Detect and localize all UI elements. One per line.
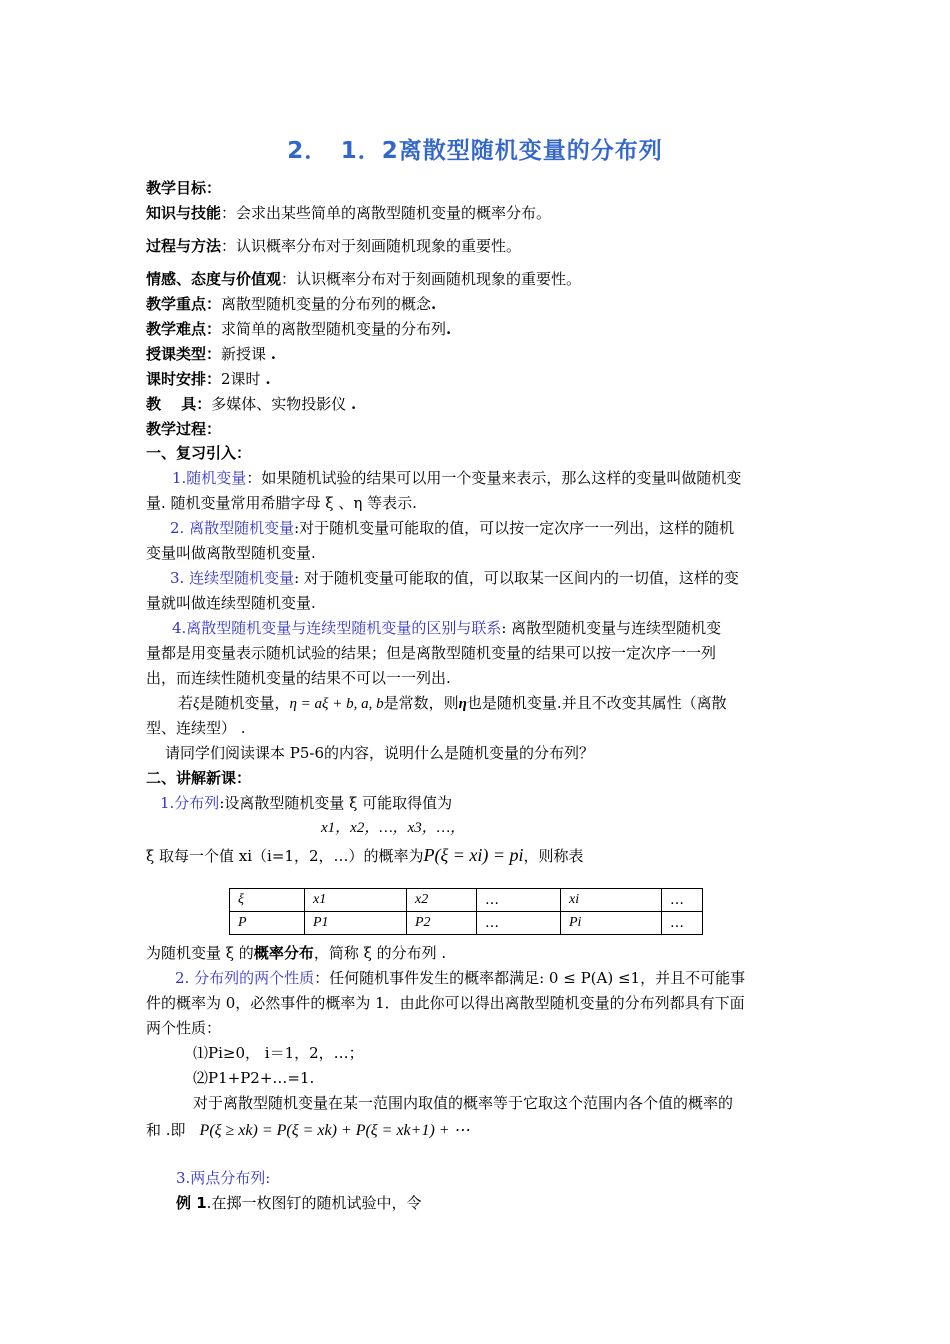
objectives-header: 教学目标： <box>146 179 222 197</box>
knowledge-label: 知识与技能 <box>146 204 222 222</box>
table-cell: … <box>662 912 703 935</box>
distribution-label: 1.分布列 <box>160 794 220 812</box>
table-cell: P2 <box>407 912 477 935</box>
emotion-text: ：认识概率分布对于刻画随机现象的重要性。 <box>281 270 582 288</box>
focus-line: 教学重点：离散型随机变量的分布列的概念. <box>146 295 437 313</box>
review-header: 一、复习引入： <box>146 444 252 462</box>
review-item-1-line2: 量. 随机变量常用希腊字母 ξ 、η 等表示. <box>146 494 417 512</box>
two-point-distribution-label: 3.两点分布列: <box>176 1169 271 1187</box>
properties-line1: 2. 分布列的两个性质：任何随机事件发生的概率都满足: 0 ≤ P(A) ≤1，并且不可能事 <box>175 969 746 987</box>
emotion-label: 情感、态度与价值观 <box>146 270 282 288</box>
properties-line2: 件的概率为 0，必然事件的概率为 1．由此你可以得出离散型随机变量的分布列都具有下面 <box>146 994 745 1012</box>
knowledge-text: ：会求出某些简单的离散型随机变量的概率分布。 <box>221 204 552 222</box>
properties-label: 2. 分布列的两个性质 <box>175 969 315 987</box>
tools-line: 教 具：多媒体、实物投影仪 . <box>146 395 357 413</box>
type-line: 授课类型：新授课 . <box>146 345 277 363</box>
type-label: 授课类型： <box>146 345 222 363</box>
sum-formula: P(ξ ≥ xk) = P(ξ = xk) + P(ξ = xk+1) + ⋯ <box>199 1122 470 1139</box>
sum-line1: 对于离散型随机变量在某一范围内取值的概率等于它取这个范围内各个值的概率的 <box>193 1094 734 1112</box>
table-row <box>230 889 703 912</box>
process-line <box>146 236 521 256</box>
difficulty-line: 教学难点：求简单的离散型随机变量的分布列. <box>146 320 452 338</box>
table-cell: … <box>662 889 703 912</box>
review-item-4-line2: 量都是用变量表示随机试验的结果；但是离散型随机变量的结果可以按一定次序一一列 <box>146 644 717 662</box>
type-text: 新授课 <box>221 345 271 363</box>
review-item-3-line1: 3. 连续型随机变量: 对于随机变量可能取的值，可以取某一区间内的一切值，这样的变 <box>170 569 739 587</box>
table-cell: Pi <box>561 912 662 935</box>
focus-text: 离散型随机变量的分布列的概念 <box>221 295 432 313</box>
distinction-label: 4.离散型随机变量与连续型随机变量的区别与联系 <box>172 619 502 637</box>
probability-distribution-term: 概率分布 <box>253 944 314 962</box>
after-table-line: 为随机变量 ξ 的概率分布，简称 ξ 的分布列 . <box>146 944 447 962</box>
distribution-table <box>229 888 703 935</box>
xi-symbol: ξ <box>193 696 200 712</box>
hours-text: 2课时 <box>221 370 266 388</box>
review-item-3-line2: 量就叫做连续型随机变量. <box>146 594 316 612</box>
new-lesson-header: 二、讲解新课： <box>146 769 252 787</box>
review-item-6: 请同学们阅读课本 P5-6的内容，说明什么是随机变量的分布列？ <box>165 744 595 762</box>
linear-formula: η = aξ + b, a, b <box>289 696 384 712</box>
emotion-line <box>146 269 581 289</box>
review-item-2-line2: 变量叫做离散型随机变量. <box>146 544 316 562</box>
review-item-1-line1: 1.随机变量：如果随机试验的结果可以用一个变量来表示，那么这样的变量叫做随机变 <box>172 469 742 487</box>
table-row <box>230 912 703 935</box>
table-cell: P <box>230 912 305 935</box>
probability-formula: P(ξ = xi) = pi <box>423 845 524 865</box>
table-cell: ξ <box>230 889 305 912</box>
eta-symbol: η <box>458 696 467 712</box>
review-item-4-line1: 4.离散型随机变量与连续型随机变量的区别与联系: 离散型随机变量与连续型随机变 <box>172 619 722 637</box>
continuous-variable-label: 3. 连续型随机变量 <box>170 569 295 587</box>
teaching-process-header: 教学过程： <box>146 420 222 438</box>
sum-line2: 和 .即 P(ξ ≥ xk) = P(ξ = xk) + P(ξ = xk+1) + ⋯ <box>146 1121 470 1139</box>
distribution-def-line: 1.分布列:设离散型随机变量 ξ 可能取得值为 <box>160 794 453 812</box>
table-cell: x1 <box>305 889 407 912</box>
table-cell: P1 <box>305 912 407 935</box>
property-1: ⑴Pi≥0， i＝1，2，…； <box>193 1044 364 1062</box>
table-cell: … <box>477 912 561 935</box>
random-variable-label: 1.随机变量 <box>172 469 247 487</box>
focus-label: 教学重点： <box>146 295 222 313</box>
table-cell: x2 <box>407 889 477 912</box>
property-2: ⑵P1+P2+…=1. <box>193 1069 315 1087</box>
discrete-variable-label: 2. 离散型随机变量 <box>170 519 295 537</box>
tools-label: 教 具： <box>146 395 212 413</box>
review-item-2-line1: 2. 离散型随机变量:对于随机变量可能取的值，可以按一定次序一一列出，这样的随机 <box>170 519 735 537</box>
review-item-4-line3: 出，而连续性随机变量的结果不可以一一列出. <box>146 669 451 687</box>
process-label: 过程与方法 <box>146 237 222 255</box>
probability-line: ξ 取每一个值 xi（i=1，2，…）的概率为P(ξ = xi) = pi，则称表 <box>146 845 584 865</box>
example-label: 例 1 <box>176 1194 207 1212</box>
review-item-5-line1: 若ξ是随机变量，η = aξ + b, a, b是常数，则η也是随机变量.并且不改变其属性（离散 <box>178 694 727 712</box>
tools-text: 多媒体、实物投影仪 <box>211 395 352 413</box>
knowledge-line <box>146 203 551 223</box>
hours-line: 课时安排：2课时 . <box>146 370 271 388</box>
values-line: x1，x2，…，x3，…， <box>321 820 466 836</box>
table-cell: … <box>477 889 561 912</box>
difficulty-label: 教学难点： <box>146 320 222 338</box>
review-item-5-line2: 型、连续型） . <box>146 719 246 737</box>
process-text: ：认识概率分布对于刻画随机现象的重要性。 <box>221 237 522 255</box>
properties-line3: 两个性质： <box>146 1019 222 1037</box>
example-1-line: 例 1.在掷一枚图钉的随机试验中，令 <box>176 1194 422 1212</box>
difficulty-text: 求简单的离散型随机变量的分布列 <box>221 320 447 338</box>
table-cell: xi <box>561 889 662 912</box>
hours-label: 课时安排： <box>146 370 222 388</box>
page-title: 2． 1．2离散型随机变量的分布列 <box>287 138 663 164</box>
